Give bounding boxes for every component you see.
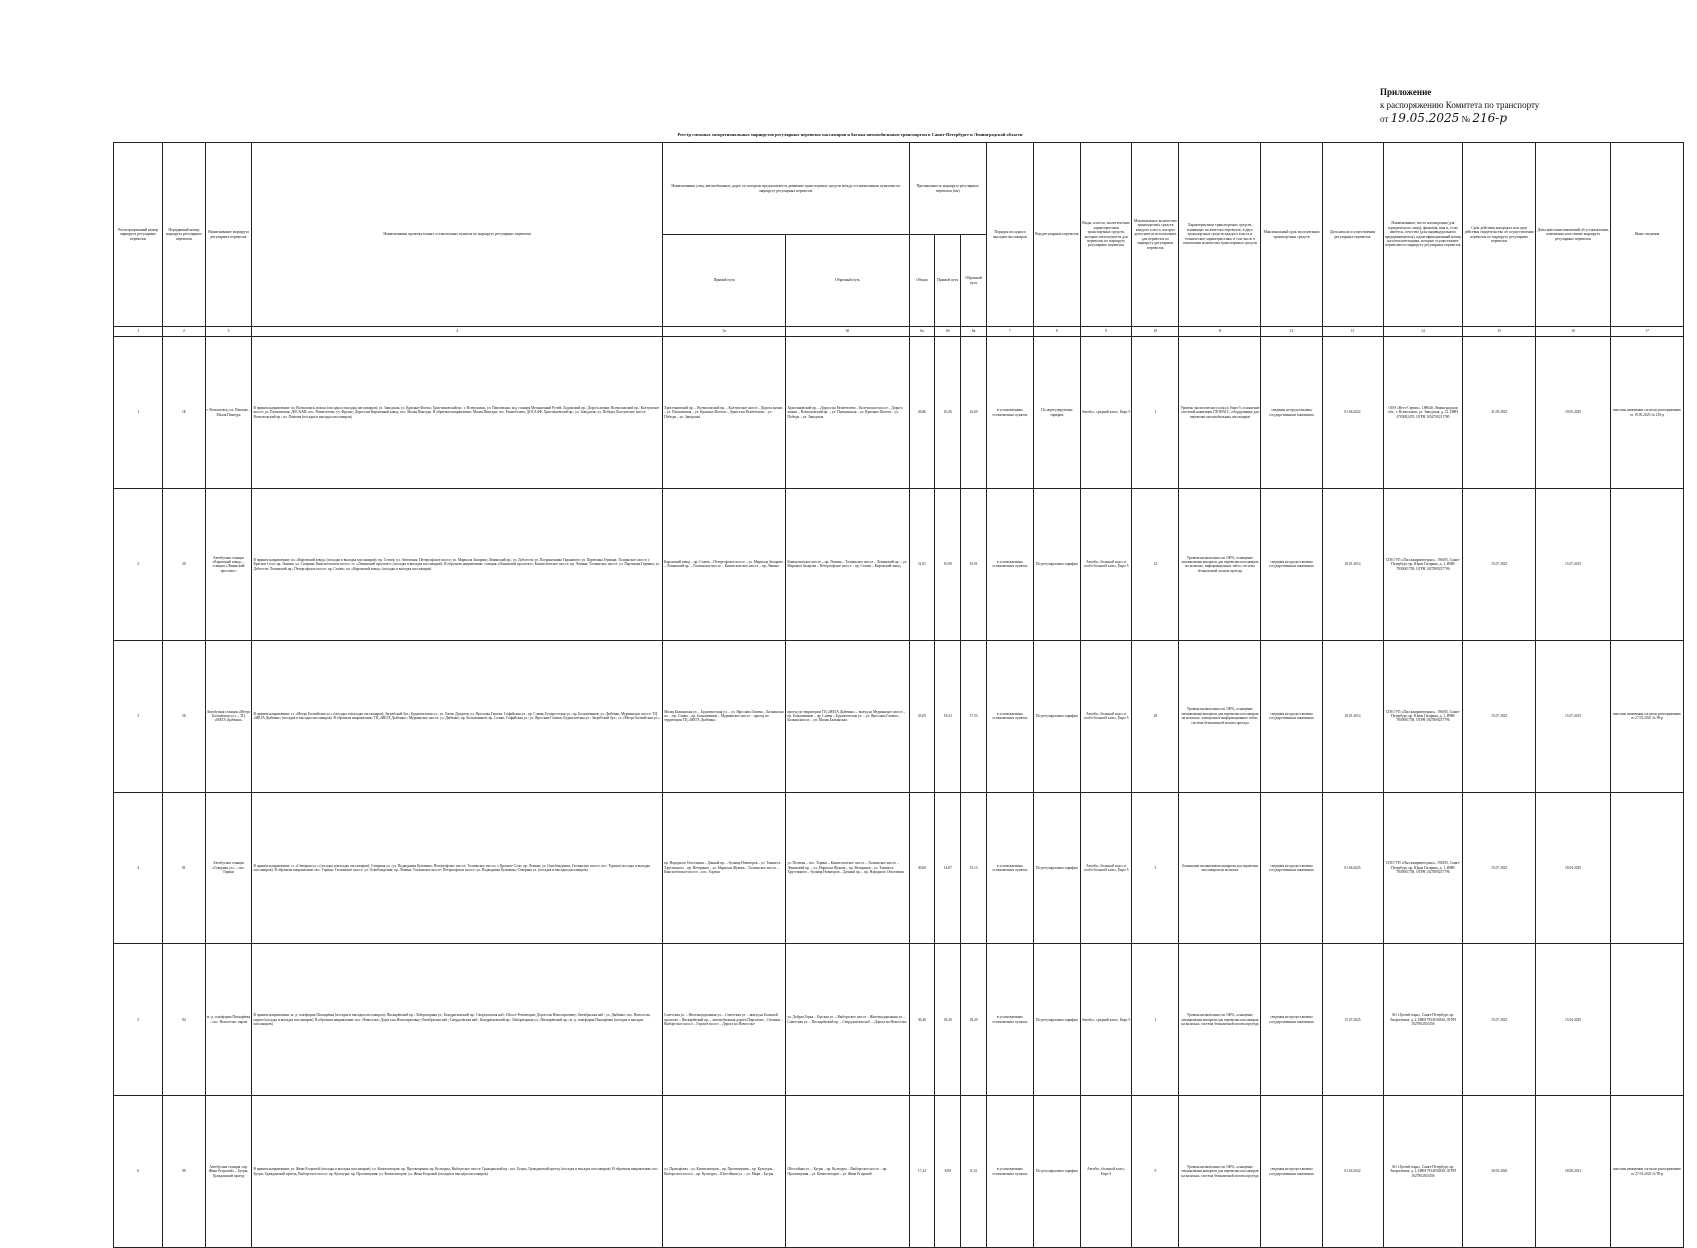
route-stops: В прямом направлении: ст. «Северная ул.» (посадка и высадка пассажиров); Северная ул.; ул. Подводника Кузьмина; Петергофское шоссе; Таллинское шоссе; г. Красное Село; пр. Ленина; ул. Освобождения; Гатчинское шоссе; пос. Торики (посадка и высадка пассажиров). В обратном направлении: пос. Торики; Гатчинское шоссе; ул. Освобождения; пр. Ленина; Таллинское шоссе; Петергофское шоссе; ул. Подводника Кузьмина; Северная ул. (посадка и высадка пассажиров) bbox=[252, 792, 663, 944]
col-number: 15 bbox=[1463, 327, 1536, 337]
route-length-total: 26,86 bbox=[909, 337, 935, 489]
route-backward-streets: ул. Добрая Горка – Горская ул. – Выборгское шоссе – Железнодорожная ул. – Советская ул. – Пискарёвский пр. – Свердловская наб. – Дорога на Новоселье bbox=[786, 944, 909, 1096]
route-stops: В прямом направлении: ст. «Метро Балтийская ул.» (посадка и высадка пассажиров); Загребский бул.; Будапештская ул.; ул. Олеко Дундича; ул. Ярослава Гашека; Софийская ул.; пр. Славы; Бухарестская ул.; пр. Большевиков; ул. Дыбенко; Мурманское шоссе; ТЦ «МЕГА Дыбенко» (посадка и высадка пассажиров). В обратном направлении: ТЦ «МЕГА Дыбенко»; Мурманское шоссе; ул. Дыбенко; пр. Большевиков; пр. Славы; Софийская ул.; ул. Ярослава Гашека; Будапештская ул.; Загребский бул.; ст. «Метро Балтийская ул.» bbox=[252, 640, 663, 792]
route-contract-term: 31.05.2025 bbox=[1463, 337, 1536, 489]
route-length-forward: 14,87 bbox=[935, 792, 961, 944]
col-number: 5а bbox=[663, 327, 786, 337]
route-changes-date: 15.07.2015 bbox=[1536, 640, 1611, 792]
col-number: 6б bbox=[935, 327, 961, 337]
route-backward-streets: Шоссейная ул. – Бугры – пр. Культуры – Выборгское шоссе – пр. Просвещения – ул. Композиторов – ул. Жени Егоровой bbox=[786, 1096, 909, 1248]
route-max-vehicles: 9 bbox=[1132, 1096, 1179, 1248]
route-length-total: 35,05 bbox=[909, 640, 935, 792]
col-number: 9 bbox=[1080, 327, 1132, 337]
route-carrier: АО «Третий парк», Санкт-Петербург, пр. Энергетиков, д. 2, ИНН 7814033826, ОГРН 1027802501456 bbox=[1383, 944, 1463, 1096]
col-number: 4 bbox=[252, 327, 663, 337]
header-contract-term: Срок действия контракта или срок действия свидетельства об осуществлении перевозок по маршруту регулярных перевозок bbox=[1463, 143, 1536, 327]
col-number: 1 bbox=[114, 327, 163, 337]
route-backward-streets: Кингисеппское шоссе – пр. Ленина – Таллинское шоссе – Ленинский пр. – ул. Маршала Захарова – Петергофское шоссе – пр. Стачек – Кировский завод bbox=[786, 488, 909, 640]
appendix-from: от bbox=[1380, 114, 1389, 124]
route-length-forward: 8,90 bbox=[935, 1096, 961, 1248]
header-max-count: Максимальное количество транспортных средств каждого класса, которое допускается использовать для перевозок по маршруту регулярных перевозок bbox=[1132, 143, 1179, 327]
route-term: сведения не предоставлены государственным заказчиком bbox=[1261, 944, 1322, 1096]
route-forward-streets: Христиновский пр. – Всеволожский пр. – Колтушское шоссе – Дорога жизни – ул. Пушкинская – ул. Красных Флотов – Дорога на Разметелево – ул. Победы – ул. Заводская bbox=[663, 337, 786, 489]
route-reg-no: 2 bbox=[114, 488, 163, 640]
col-number: 10 bbox=[1132, 327, 1179, 337]
route-max-vehicles: 1 bbox=[1132, 337, 1179, 489]
route-serial-no: 81 bbox=[163, 792, 205, 944]
route-term: сведения не предоставлены государственным заказчиком bbox=[1261, 792, 1322, 944]
route-start-date: 01.04.2022 bbox=[1322, 1096, 1383, 1248]
route-term: сведения не предоставлены государственным заказчиком bbox=[1261, 488, 1322, 640]
header-boarding: Порядок посадки и высадки пассажиров bbox=[986, 143, 1033, 327]
route-other: внесены изменения согласно распоряжению от 27.03.2025 № 99-р bbox=[1611, 640, 1684, 792]
route-characteristics: Уровень низкопольности 100%, оснащение механизмами аппарели для перевозки пассажиров на колясках, система безналичной оплаты проезда bbox=[1179, 1096, 1261, 1248]
route-forward-streets: пр. Народного Ополчения – Дачный пр. – бульвар Новаторов – ул. Танкиста Хрустицкого – пр. Ветеранов – ул. Маршала Жукова – Таллинское шоссе – Кингисеппское шоссе – пос. Торики bbox=[663, 792, 786, 944]
route-vehicles: Автобус, большой класс, Евро-5 bbox=[1080, 1096, 1132, 1248]
route-name: Автобусная станция «Метро Балтийская ул.» – ТЦ «МЕГА Дыбенко» bbox=[205, 640, 252, 792]
appendix-title: Приложение bbox=[1380, 87, 1432, 97]
route-kind: По регулируемым тарифам bbox=[1033, 488, 1080, 640]
route-serial-no: 56 bbox=[163, 640, 205, 792]
route-length-total: 36,40 bbox=[909, 944, 935, 1096]
route-serial-no: 94 bbox=[163, 944, 205, 1096]
route-boarding: в установленных остановочных пунктах bbox=[986, 640, 1033, 792]
col-number: 3 bbox=[205, 327, 252, 337]
route-max-vehicles: 29 bbox=[1132, 640, 1179, 792]
route-characteristics: Уровень низкопольности 100%, оснащение механизмами аппарели для перевозки пассажиров на колясках, электронное информационное табло, система безналичной оплаты проезда bbox=[1179, 640, 1261, 792]
route-start-date: 18.01.2014 bbox=[1322, 488, 1383, 640]
route-other: внесены изменения согласно распоряжению от 27.03.2025 № 99-р bbox=[1611, 1096, 1684, 1248]
table-row bbox=[114, 1096, 1684, 1248]
route-length-total: 21,81 bbox=[909, 488, 935, 640]
header-stops: Наименования промежуточных остановочных пунктов по маршруту регулярных перевозок bbox=[252, 143, 663, 327]
route-boarding: в установленных остановочных пунктах bbox=[986, 488, 1033, 640]
route-registry-table bbox=[113, 142, 1684, 1248]
route-length-forward: 10,26 bbox=[935, 337, 961, 489]
route-boarding: в установленных остановочных пунктах bbox=[986, 944, 1033, 1096]
appendix-number-prefix: № bbox=[1461, 114, 1471, 124]
route-contract-term: 15.07.2025 bbox=[1463, 640, 1536, 792]
route-vehicles: Автобус, большой класс и особо большой класс, Евро-5 bbox=[1080, 640, 1132, 792]
route-stops: В прямом направлении: ж.-д. платформа Пискарёвка (посадка и высадка пассажиров); Пискарёвский пр.; Лабораторная ул.; Кондратьевский пр.; Свердловская наб.; Шоссе Революции; Дорога на Новосаратовку; Октябрьская наб.; ул. Дыбенко; пос. Новоселье, паром (посадка и высадка пассажиров). В обратном направлении: пос. Новоселье; Дорога на Новосаратовку; Октябрьская наб.; Свердловская наб.; Кондратьевский пр.; Лабораторная ул.; Пискарёвский пр.; ж.-д. платформа Пискарёвка (посадка и высадка пассажиров) bbox=[252, 944, 663, 1096]
header-characteristics: Характеристики транспортных средств, влияющие на качество перевозок, в двух транспортных средств каждого класса и технические характеристики, в том числе в отношении количества транспортных средств bbox=[1179, 143, 1261, 327]
col-number: 6в bbox=[961, 327, 987, 337]
route-serial-no: 99 bbox=[163, 1096, 205, 1248]
route-name: Автобусная станция «Кировский завод» – станция «Ленинский проспект» bbox=[205, 488, 252, 640]
route-contract-term: 15.07.2025 bbox=[1463, 488, 1536, 640]
table-row bbox=[114, 488, 1684, 640]
route-length-total: 17,24 bbox=[909, 1096, 935, 1248]
route-length-backward: 16,60 bbox=[961, 337, 987, 489]
route-term: сведения не предоставлены государственным заказчиком bbox=[1261, 640, 1322, 792]
route-kind: По регулируемым тарифам bbox=[1033, 792, 1080, 944]
route-other bbox=[1611, 488, 1684, 640]
col-number: 14 bbox=[1383, 327, 1463, 337]
route-length-forward: 18,52 bbox=[935, 640, 961, 792]
route-characteristics: Уровень низкопольности 100%, оснащение механизмами аппарели для перевозки пассажиров на колясках, информационное табло, система безналичной оплаты проезда bbox=[1179, 488, 1261, 640]
route-length-backward: 8,34 bbox=[961, 1096, 987, 1248]
col-number: 2 bbox=[163, 327, 205, 337]
appendix-subtitle: к распоряжению Комитета по транспорту bbox=[1380, 100, 1540, 110]
route-length-forward: 10,90 bbox=[935, 488, 961, 640]
appendix-date: 19.05.2025 bbox=[1390, 111, 1460, 125]
table-row bbox=[114, 792, 1684, 944]
route-vehicles: Автобус, средний класс, Евро-5 bbox=[1080, 944, 1132, 1096]
route-forward-streets: ул. Прокофьева – ул. Композиторов – пр. Просвещения – пр. Культуры – Выборгское шоссе – пр. Культуры – Шоссейная ул. – ул. Мира – Бугры bbox=[663, 1096, 786, 1248]
table-row bbox=[114, 640, 1684, 792]
col-number: 17 bbox=[1611, 327, 1684, 337]
column-number-row bbox=[114, 327, 1684, 337]
col-number: 11 bbox=[1179, 327, 1261, 337]
table-row bbox=[114, 337, 1684, 489]
route-reg-no: 4 bbox=[114, 792, 163, 944]
header-kind: Вид регулярных перевозок bbox=[1033, 143, 1080, 327]
route-carrier: СПб ГУП «Пассажиравтотранс», 196105, Санкт-Петербург, пр. Юрия Гагарина, д. 1, ИНН 7830001758, ОГРН 1027809237796 bbox=[1383, 792, 1463, 944]
header-start-date: Дата начала осуществления регулярных перевозок bbox=[1322, 143, 1383, 327]
route-kind: По регулируемым тарифам bbox=[1033, 944, 1080, 1096]
route-forward-streets: Малая Балканская ул. – Будапештская ул. – ул. Ярослава Гашека – Балканская пл. – пр. Славы – пр. Большевиков – Мурманское шоссе – проезд по территории ТЦ «МЕГА Дыбенко» bbox=[663, 640, 786, 792]
header-schedule: Максимальный срок эксплуатации транспортных средств bbox=[1261, 143, 1322, 327]
header-len-backward: Обратный путь bbox=[961, 235, 987, 327]
route-start-date: 15.07.2025 bbox=[1322, 944, 1383, 1096]
route-length-forward: 18,20 bbox=[935, 944, 961, 1096]
route-vehicles: Автобус, средний класс, Евро-5 bbox=[1080, 337, 1132, 489]
table-row bbox=[114, 944, 1684, 1096]
route-other bbox=[1611, 792, 1684, 944]
header-other: Иные сведения bbox=[1611, 143, 1684, 327]
route-length-backward: 17,53 bbox=[961, 640, 987, 792]
route-start-date: 01.06.2025 bbox=[1322, 792, 1383, 944]
route-forward-streets: Советская ул. – Железнодорожная ул. – Советская ул. – выезд на Большой проспект – Пискарёвский пр. – автомобильная дорога Парголово – Огоньки – Выборгское шоссе – Горское шоссе – Дорога на Новоселье bbox=[663, 944, 786, 1096]
route-other bbox=[1611, 944, 1684, 1096]
col-number: 12 bbox=[1261, 327, 1322, 337]
route-characteristics: Уровень экологического класса: Евро-5, оснащение системой навигации ГЛОНАСС, оборудование для перевозки маломобильных пассажиров bbox=[1179, 337, 1261, 489]
route-max-vehicles: 3 bbox=[1132, 792, 1179, 944]
col-number: 16 bbox=[1536, 327, 1611, 337]
route-backward-streets: проезд по территории ТЦ «МЕГА Дыбенко» – выезд на Мурманское шоссе – пр. Большевиков – пр. Славы – Будапештская ул. – ул. Ярослава Гашека – Балканская пл. – ул. Малая Балканская bbox=[786, 640, 909, 792]
route-kind: По регулируемым тарифам bbox=[1033, 1096, 1080, 1248]
header-forward: Прямой путь bbox=[663, 235, 786, 327]
route-name: г. Всеволожск, пл. Павлова – Малая Пинтура bbox=[205, 337, 252, 489]
route-forward-streets: Кировский завод – пр. Стачек – Петергофское шоссе – ул. Маршала Захарова – Ленинский пр. – Таллинское шоссе – Кингисеппское шоссе – пр. Ленина bbox=[663, 488, 786, 640]
route-characteristics: Оснащение механизмами аппарели для перевозки пассажиров на колясках bbox=[1179, 792, 1261, 944]
route-name: ж.-д. платформа Пискарёвка – пос. Новоселье, паром bbox=[205, 944, 252, 1096]
header-vehicles: Виды, классы, экологические характеристики транспортных средств, которые используются для перевозок по маршруту регулярных перевозок bbox=[1080, 143, 1132, 327]
col-number: 5б bbox=[786, 327, 909, 337]
route-reg-no: 6 bbox=[114, 1096, 163, 1248]
header-changes-date: Даты внесения изменений об установлении, изменении или отмене маршрута регулярных перевозок bbox=[1536, 143, 1611, 327]
route-changes-date: 15.07.2015 bbox=[1536, 488, 1611, 640]
header-streets: Наименования улиц, автомобильных дорог, по которым предполагается движение транспортных средств между остановочными пунктами по маршруту регулярных перевозок bbox=[663, 143, 909, 235]
route-vehicles: Автобус, большой класс и особо большой класс, Евро-5 bbox=[1080, 488, 1132, 640]
route-term: сведения не предоставлены государственным заказчиком bbox=[1261, 1096, 1322, 1248]
route-stops: В прямом направлении: пл. «Кировский завод» (посадка и высадка пассажиров); пр. Стачек; ул. Автовская; Петергофское шоссе; ул. Маршала Захарова; Ленинский пр.; ул. Доблести; ул. Пограничника Гарькавого; ул. Партизана Германа; Таллинское шоссе; г. Красное Село; пр. Ленина; ул. Спирина; Кингисеппское шоссе; ст. «Ленинский проспект» (посадка и высадка пассажиров). В обратном направлении: станция «Ленинский проспект»; Кингисеппское шоссе; пр. Ленина; Таллинское шоссе; ул. Партизана Германа; ул. Доблести; Ленинский пр.; Петергофское шоссе; пр. Стачек; пл. «Кировский завод» (посадка и высадка пассажиров) bbox=[252, 488, 663, 640]
route-carrier: ООО «Вест-Сервис», 188640, Ленинградская обл., г. Всеволожск, ул. Заводская, д. 12, ИНН 4703082470, ОГРН 1054700211780 bbox=[1383, 337, 1463, 489]
header-reg-no: Регистрационный номер маршрута регулярных перевозок bbox=[114, 143, 163, 327]
header-backward: Обратный путь bbox=[786, 235, 909, 327]
route-start-date: 18.01.2014 bbox=[1322, 640, 1383, 792]
route-backward-streets: ул. Полевая – пос. Торики – Кингисеппское шоссе – Таллинское шоссе – Ленинский пр. – ул. Маршала Жукова – пр. Ветеранов – ул. Танкиста Хрустицкого – бульвар Новаторов – Дачный пр. – пр. Народного Ополчения bbox=[786, 792, 909, 944]
route-max-vehicles: 1 bbox=[1132, 944, 1179, 1096]
route-boarding: в установленных остановочных пунктах bbox=[986, 337, 1033, 489]
route-changes-date: 18.08.2021 bbox=[1536, 1096, 1611, 1248]
route-length-backward: 18,20 bbox=[961, 944, 987, 1096]
col-number: 6а bbox=[909, 327, 935, 337]
appendix-block bbox=[1380, 86, 1680, 126]
route-other: внесены изменения согласно распоряжению от 19.05.2025 № 216-р bbox=[1611, 337, 1684, 489]
route-length-backward: 10,91 bbox=[961, 488, 987, 640]
route-contract-term: 15.07.2025 bbox=[1463, 792, 1536, 944]
route-carrier: СПб ГУП «Пассажиравтотранс», 196105, Санкт-Петербург, пр. Юрия Гагарина, д. 1, ИНН 7830001758, ОГРН 1027809237796 bbox=[1383, 640, 1463, 792]
route-carrier: АО «Третий парк», Санкт-Петербург, пр. Энергетиков, д. 2, ИНН 7814033826, ОГРН 1027802501456 bbox=[1383, 1096, 1463, 1248]
header-serial-no: Порядковый номер маршрута регулярных перевозок bbox=[163, 143, 205, 327]
header-route-name: Наименование маршрута регулярных перевозок bbox=[205, 143, 252, 327]
header-length: Протяженность маршрута регулярных перевозок (км) bbox=[909, 143, 986, 235]
route-carrier: СПб ГУП «Пассажиравтотранс», 196105, Санкт-Петербург, пр. Юрия Гагарина, д. 1, ИНН 7830001758, ОГРН 1027809237796 bbox=[1383, 488, 1463, 640]
route-boarding: в установленных остановочных пунктах bbox=[986, 1096, 1033, 1248]
document-title: Реестр смежных межрегиональных маршрутов регулярных перевозок пассажиров и багажа автомобильным транспортом в Санкт-Петербурге и Ленинградской области bbox=[677, 132, 1023, 137]
route-backward-streets: Христиновский пр. – Дорога на Разметелево – Колтушское шоссе – Дорога жизни – Всеволожский пр. – ул. Пушкинская – ул. Красных Флотов – ул. Победы – ул. Заводская bbox=[786, 337, 909, 489]
col-number: 13 bbox=[1322, 327, 1383, 337]
route-term: сведения не представлены государственным заказчиком bbox=[1261, 337, 1322, 489]
route-contract-term: 30.03.2026 bbox=[1463, 1096, 1536, 1248]
route-changes-date: 19.05.2025 bbox=[1536, 337, 1611, 489]
route-start-date: 01.06.2022 bbox=[1322, 337, 1383, 489]
col-number: 7 bbox=[986, 327, 1033, 337]
route-boarding: в установленных остановочных пунктах bbox=[986, 792, 1033, 944]
route-reg-no: 1 bbox=[114, 337, 163, 489]
route-changes-date: 18.04.2025 bbox=[1536, 792, 1611, 944]
route-max-vehicles: 12 bbox=[1132, 488, 1179, 640]
route-length-total: 30,00 bbox=[909, 792, 935, 944]
route-kind: По нерегулируемым тарифам bbox=[1033, 337, 1080, 489]
route-kind: По регулируемым тарифам bbox=[1033, 640, 1080, 792]
appendix-date-line bbox=[1380, 112, 1680, 126]
route-vehicles: Автобус, большой класс и особо большой класс, Евро-5 bbox=[1080, 792, 1132, 944]
route-serial-no: 1Б bbox=[163, 337, 205, 489]
header-total: Общая bbox=[909, 235, 935, 327]
route-name: Автобусная станция «Северная ул.» – пос. Торики bbox=[205, 792, 252, 944]
route-reg-no: 3 bbox=[114, 640, 163, 792]
route-serial-no: 20 bbox=[163, 488, 205, 640]
route-length-backward: 15,13 bbox=[961, 792, 987, 944]
route-characteristics: Уровень низкопольности 100%, оснащение механизмами аппарели для перевозки пассажиров на колясках, система безналичной оплаты проезда bbox=[1179, 944, 1261, 1096]
route-name: Автобусная станция «пр. Жени Егоровой» – Бугры, Гражданский проезд bbox=[205, 1096, 252, 1248]
route-contract-term: 15.07.2025 bbox=[1463, 944, 1536, 1096]
appendix-number: 216-р bbox=[1472, 111, 1508, 125]
col-number: 8 bbox=[1033, 327, 1080, 337]
header-carrier: Наименование, место нахождения (для юридического лица), фамилия, имя и, если имеется, отчество (для индивидуального предпринимателя), идентификационный номер налогоплательщика, которые осуществляют перевозки по маршруту регулярных перевозок bbox=[1383, 143, 1463, 327]
route-stops: В прямом направлении: пл. Всеволожск, вокзал (посадка и высадка пассажиров); ул. Заводская, ул. Красные Флоты; Христиновский пр.; г. Всеволожск, ул. Павловская; ж/д станция Мельничный Ручей; Ладожский пр.; Дорога жизни; Всеволожский пр.; Колтушское шоссе; ул. Пушкинская; ДОСААФ; пос. Разметелево; ул. Фрунзе; Дорога на Кирпичный завод; пос. Малая Пинтура. В обратном направлении: Малая Пинтура; пос. Разметелево; ДОСААФ; Христиновский пр.; ул. Заводская; ул. Победы; Колтушское шоссе; Всеволожский пр.; пл. Павлова (посадка и высадка пассажиров) bbox=[252, 337, 663, 489]
route-reg-no: 5 bbox=[114, 944, 163, 1096]
header-len-forward: Прямой путь bbox=[935, 235, 961, 327]
route-changes-date: 15.04.2025 bbox=[1536, 944, 1611, 1096]
route-stops: В прямом направлении: ул. Жени Егоровой (посадка и высадка пассажиров); ул. Композиторов; пр. Просвещения; пр. Культуры; Выборгское шоссе; Гражданский пр.; пос. Бугры, Гражданский проезд (посадка и высадка пассажиров). В обратном направлении: пос. Бугры; Гражданский проезд; Выборгское шоссе; пр. Культуры; пр. Просвещения; ул. Композиторов; ул. Жени Егоровой (посадка и высадка пассажиров) bbox=[252, 1096, 663, 1248]
